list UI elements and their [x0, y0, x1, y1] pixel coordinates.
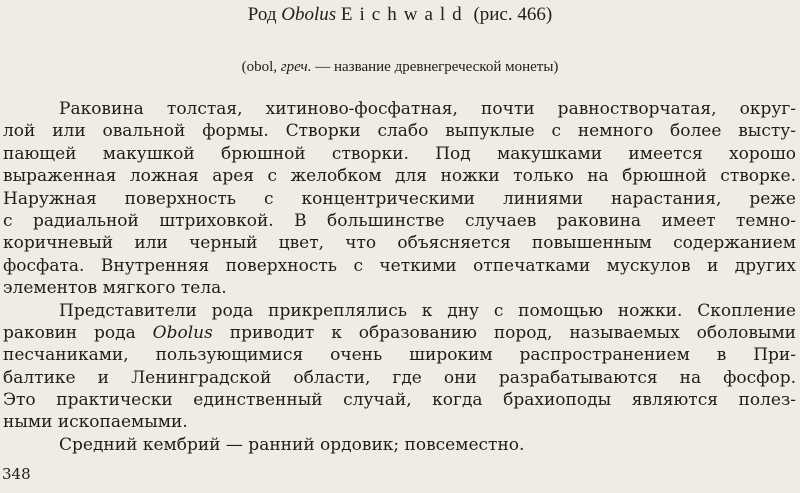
text-fragment: раковин рода: [3, 322, 136, 343]
etymology-language: греч.: [280, 59, 312, 75]
page-number: 348: [2, 465, 31, 483]
text-line: лой или овальной формы. Створки слабо выпуклые с немного более высту-: [3, 121, 796, 142]
text-line: песчаниками, пользующимися очень широким распространением в При-: [3, 345, 796, 366]
etymology-text: — название древнегреческой монеты): [315, 59, 559, 75]
text-line: выраженная ложная арея с желобком для ножки только на брюшной створке.: [3, 166, 796, 187]
paragraph-ecology: [3, 300, 796, 434]
heading-genus-name: Obolus: [281, 4, 337, 25]
text-line: Раковина толстая, хитиново-фосфатная, почти равностворчатая, округ-: [59, 99, 796, 119]
main-text: [3, 98, 796, 456]
heading-prefix: Род: [247, 4, 277, 25]
genus-name-inline: Obolus: [152, 322, 213, 343]
text-line: пающей макушкой брюшной створки. Под макушками имеется хорошо: [3, 143, 796, 164]
etymology-open: (obol,: [241, 59, 277, 75]
paragraph-range: [3, 434, 796, 456]
text-line: Средний кембрий — ранний ордовик; повсеместно.: [59, 434, 525, 455]
text-line: Это практически единственный случай, когда брахиоподы являются полез-: [3, 390, 796, 411]
etymology-note: [0, 57, 800, 77]
text-line: балтике и Ленинградской области, где они разрабатываются на фосфор.: [3, 367, 796, 388]
text-line: коричневый или черный цвет, что объясняется повышенным содержанием: [3, 233, 796, 254]
text-line: с радиальной штриховкой. В большинстве случаев раковина имеет темно-: [3, 210, 796, 231]
text-line: элементов мягкого тела.: [3, 278, 227, 299]
text-line-with-genus: [3, 322, 796, 344]
text-fragment: приводит к образованию пород, называемых оболовыми: [229, 322, 797, 343]
text-line: Представители рода прикреплялись к дну с помощью ножки. Скопление: [59, 300, 796, 321]
text-line: ными ископаемыми.: [3, 412, 188, 433]
paragraph-description: [3, 98, 796, 300]
genus-heading: [0, 2, 800, 28]
heading-figure-ref: (рис. 466): [473, 4, 553, 25]
heading-author: Eichwald: [340, 4, 469, 25]
text-line: фосфата. Внутренняя поверхность с четкими отпечатками мускулов и других: [3, 255, 796, 276]
text-line: Наружная поверхность с концентрическими линиями нарастания, реже: [3, 188, 796, 209]
